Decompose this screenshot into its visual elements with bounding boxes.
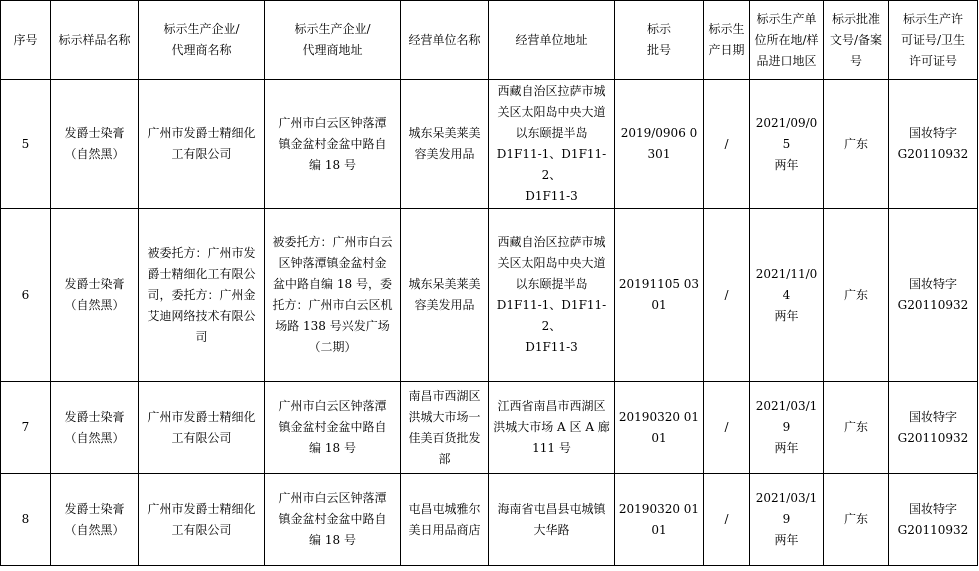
seller-address: 西藏自治区拉萨市城 关区太阳岛中央大道 以东颐提半岛 D1F11-1、D1F11-2、 D1F11-3 <box>489 80 615 209</box>
license-number: 国妆特字 G20110932 <box>889 209 978 382</box>
header-cell: 经营单位地址 <box>489 1 615 80</box>
maker-name: 广州市发爵士精细化 工有限公司 <box>139 474 265 566</box>
approval-number: 广东 <box>824 209 889 382</box>
header-cell: 标示生产企业/ 代理商名称 <box>139 1 265 80</box>
seller-name: 南昌市西湖区 洪城大市场一 佳美百货批发 部 <box>401 382 489 474</box>
batch-number: 2019/0906 0301 <box>615 80 704 209</box>
header-cell: 标示生产单 位所在地/样 品进口地区 <box>750 1 824 80</box>
production-date: / <box>704 474 750 566</box>
sample-name: 发爵士染膏 （自然黑） <box>51 80 139 209</box>
production-date: / <box>704 80 750 209</box>
row-number: 6 <box>1 209 51 382</box>
batch-number: 20190320 0101 <box>615 474 704 566</box>
sample-name: 发爵士染膏 （自然黑） <box>51 209 139 382</box>
seller-address: 海南省屯昌县屯城镇 大华路 <box>489 474 615 566</box>
location: 2021/03/19 两年 <box>750 382 824 474</box>
location: 2021/11/04 两年 <box>750 209 824 382</box>
maker-address: 广州市白云区钟落潭 镇金盆村金盆中路自 编 18 号 <box>265 474 401 566</box>
approval-number: 广东 <box>824 80 889 209</box>
header-cell: 标示生产许 可证号/卫生 许可证号 <box>889 1 978 80</box>
row-number: 5 <box>1 80 51 209</box>
approval-number: 广东 <box>824 474 889 566</box>
production-date: / <box>704 209 750 382</box>
batch-number: 20190320 0101 <box>615 382 704 474</box>
header-cell: 标示 批号 <box>615 1 704 80</box>
seller-name: 屯昌屯城雅尔 美日用品商店 <box>401 474 489 566</box>
sample-name: 发爵士染膏 （自然黑） <box>51 382 139 474</box>
seller-address: 西藏自治区拉萨市城 关区太阳岛中央大道 以东颐提半岛 D1F11-1、D1F11-2、 D1F11-3 <box>489 209 615 382</box>
header-cell: 序号 <box>1 1 51 80</box>
license-number: 国妆特字 G20110932 <box>889 80 978 209</box>
approval-number: 广东 <box>824 382 889 474</box>
license-number: 国妆特字 G20110932 <box>889 474 978 566</box>
header-cell: 标示生 产日期 <box>704 1 750 80</box>
maker-address: 广州市白云区钟落潭 镇金盆村金盆中路自 编 18 号 <box>265 80 401 209</box>
sample-name: 发爵士染膏 （自然黑） <box>51 474 139 566</box>
table-row <box>1 209 978 382</box>
maker-name: 被委托方：广州市发 爵士精细化工有限公 司，委托方：广州金 艾迪网络技术有限公 司 <box>139 209 265 382</box>
location: 2021/03/19 两年 <box>750 474 824 566</box>
production-date: / <box>704 382 750 474</box>
table-row <box>1 382 978 474</box>
header-cell: 经营单位名称 <box>401 1 489 80</box>
seller-address: 江西省南昌市西湖区 洪城大市场 A 区 A 廊 111 号 <box>489 382 615 474</box>
header-cell: 标示批准 文号/备案 号 <box>824 1 889 80</box>
maker-address: 被委托方：广州市白云 区钟落潭镇金盆村金 盆中路自编 18 号，委 托方：广州市白云区机 场路 138 号兴发广场 （二期） <box>265 209 401 382</box>
row-number: 8 <box>1 474 51 566</box>
batch-number: 20191105 0301 <box>615 209 704 382</box>
maker-name: 广州市发爵士精细化 工有限公司 <box>139 80 265 209</box>
maker-address: 广州市白云区钟落潭 镇金盆村金盆中路自 编 18 号 <box>265 382 401 474</box>
header-cell: 标示样品名称 <box>51 1 139 80</box>
maker-name: 广州市发爵士精细化 工有限公司 <box>139 382 265 474</box>
location: 2021/09/05 两年 <box>750 80 824 209</box>
header-row <box>1 1 978 80</box>
header-cell: 标示生产企业/ 代理商地址 <box>265 1 401 80</box>
row-number: 7 <box>1 382 51 474</box>
seller-name: 城东呆美莱美 容美发用品 <box>401 80 489 209</box>
license-number: 国妆特字 G20110932 <box>889 382 978 474</box>
table-row <box>1 474 978 566</box>
table-row <box>1 80 978 209</box>
seller-name: 城东呆美莱美 容美发用品 <box>401 209 489 382</box>
